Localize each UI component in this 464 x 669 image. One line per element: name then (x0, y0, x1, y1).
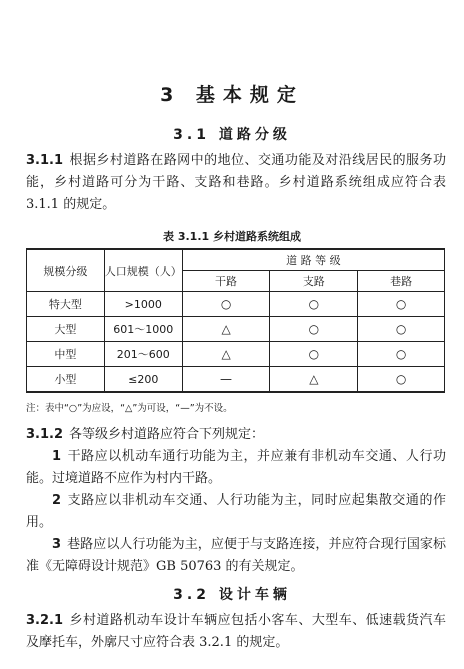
cell-scale: 小型 (27, 367, 105, 393)
clause-number: 3.2.1 (26, 613, 64, 628)
section-title-3-2: 3.2 设计车辆 (173, 587, 291, 603)
header-main-road: 干路 (182, 271, 270, 292)
cell-lane: ○ (358, 342, 445, 367)
cell-main: △ (182, 342, 270, 367)
paragraph-item-3 (26, 534, 446, 578)
paragraph-3-2-1 (26, 610, 446, 654)
item-number: 2 (52, 493, 62, 508)
section-title-3-1: 3.1 道路分级 (173, 127, 291, 143)
cell-scale: 中型 (27, 342, 105, 367)
cell-branch: ○ (270, 292, 358, 317)
table-row (27, 367, 445, 393)
cell-lane: ○ (358, 367, 445, 393)
chapter-title: 3 基本规定 (160, 84, 304, 106)
header-lane: 巷路 (358, 271, 445, 292)
table-row (27, 292, 445, 317)
paragraph-3-1-1 (26, 150, 446, 216)
item-text: 干路应以机动车通行功能为主，并应兼有非机动车交通、人行功能。过境道路不应作为村内干路。 (26, 449, 446, 486)
cell-main: ○ (182, 292, 270, 317)
cell-population: ≤200 (104, 367, 182, 393)
cell-population: 601～1000 (104, 317, 182, 342)
cell-lane: ○ (358, 317, 445, 342)
table-caption: 表 3.1.1 乡村道路系统组成 (163, 230, 301, 243)
cell-population: >1000 (104, 292, 182, 317)
cell-branch: △ (270, 367, 358, 393)
cell-branch: ○ (270, 342, 358, 367)
cell-lane: ○ (358, 292, 445, 317)
table-note: 注：表中“○”为应设，“△”为可设，“—”为不设。 (26, 403, 233, 414)
clause-text: 根据乡村道路在路网中的地位、交通功能及对沿线居民的服务功能，乡村道路可分为干路、支路和巷路。乡村道路系统组成应符合表 3.1.1 的规定。 (26, 153, 446, 212)
cell-main: — (182, 367, 270, 393)
clause-number: 3.1.1 (26, 153, 64, 168)
paragraph-3-1-2 (26, 424, 446, 446)
item-text: 支路应以非机动车交通、人行功能为主，同时应起集散交通的作用。 (26, 493, 446, 530)
table-row (27, 342, 445, 367)
table-row (27, 317, 445, 342)
header-road-grade: 道 路 等 级 (182, 249, 444, 271)
header-branch-road: 支路 (270, 271, 358, 292)
header-population: 人口规模（人） (104, 249, 182, 292)
cell-scale: 大型 (27, 317, 105, 342)
item-number: 1 (52, 449, 62, 464)
clause-text: 各等级乡村道路应符合下列规定： (69, 427, 265, 442)
road-system-table (26, 248, 445, 393)
item-text: 巷路应以人行功能为主，应便于与支路连接，并应符合现行国家标准《无障碍设计规范》GB 50763 的有关规定。 (26, 537, 446, 574)
paragraph-item-1 (26, 446, 446, 490)
header-scale: 规模分级 (27, 249, 105, 292)
cell-population: 201～600 (104, 342, 182, 367)
paragraph-item-2 (26, 490, 446, 534)
cell-main: △ (182, 317, 270, 342)
item-number: 3 (52, 537, 62, 552)
cell-branch: ○ (270, 317, 358, 342)
clause-text: 乡村道路机动车设计车辆应包括小客车、大型车、低速载货汽车及摩托车，外廓尺寸应符合表 3.2.1 的规定。 (26, 613, 446, 650)
cell-scale: 特大型 (27, 292, 105, 317)
clause-number: 3.1.2 (26, 427, 64, 442)
